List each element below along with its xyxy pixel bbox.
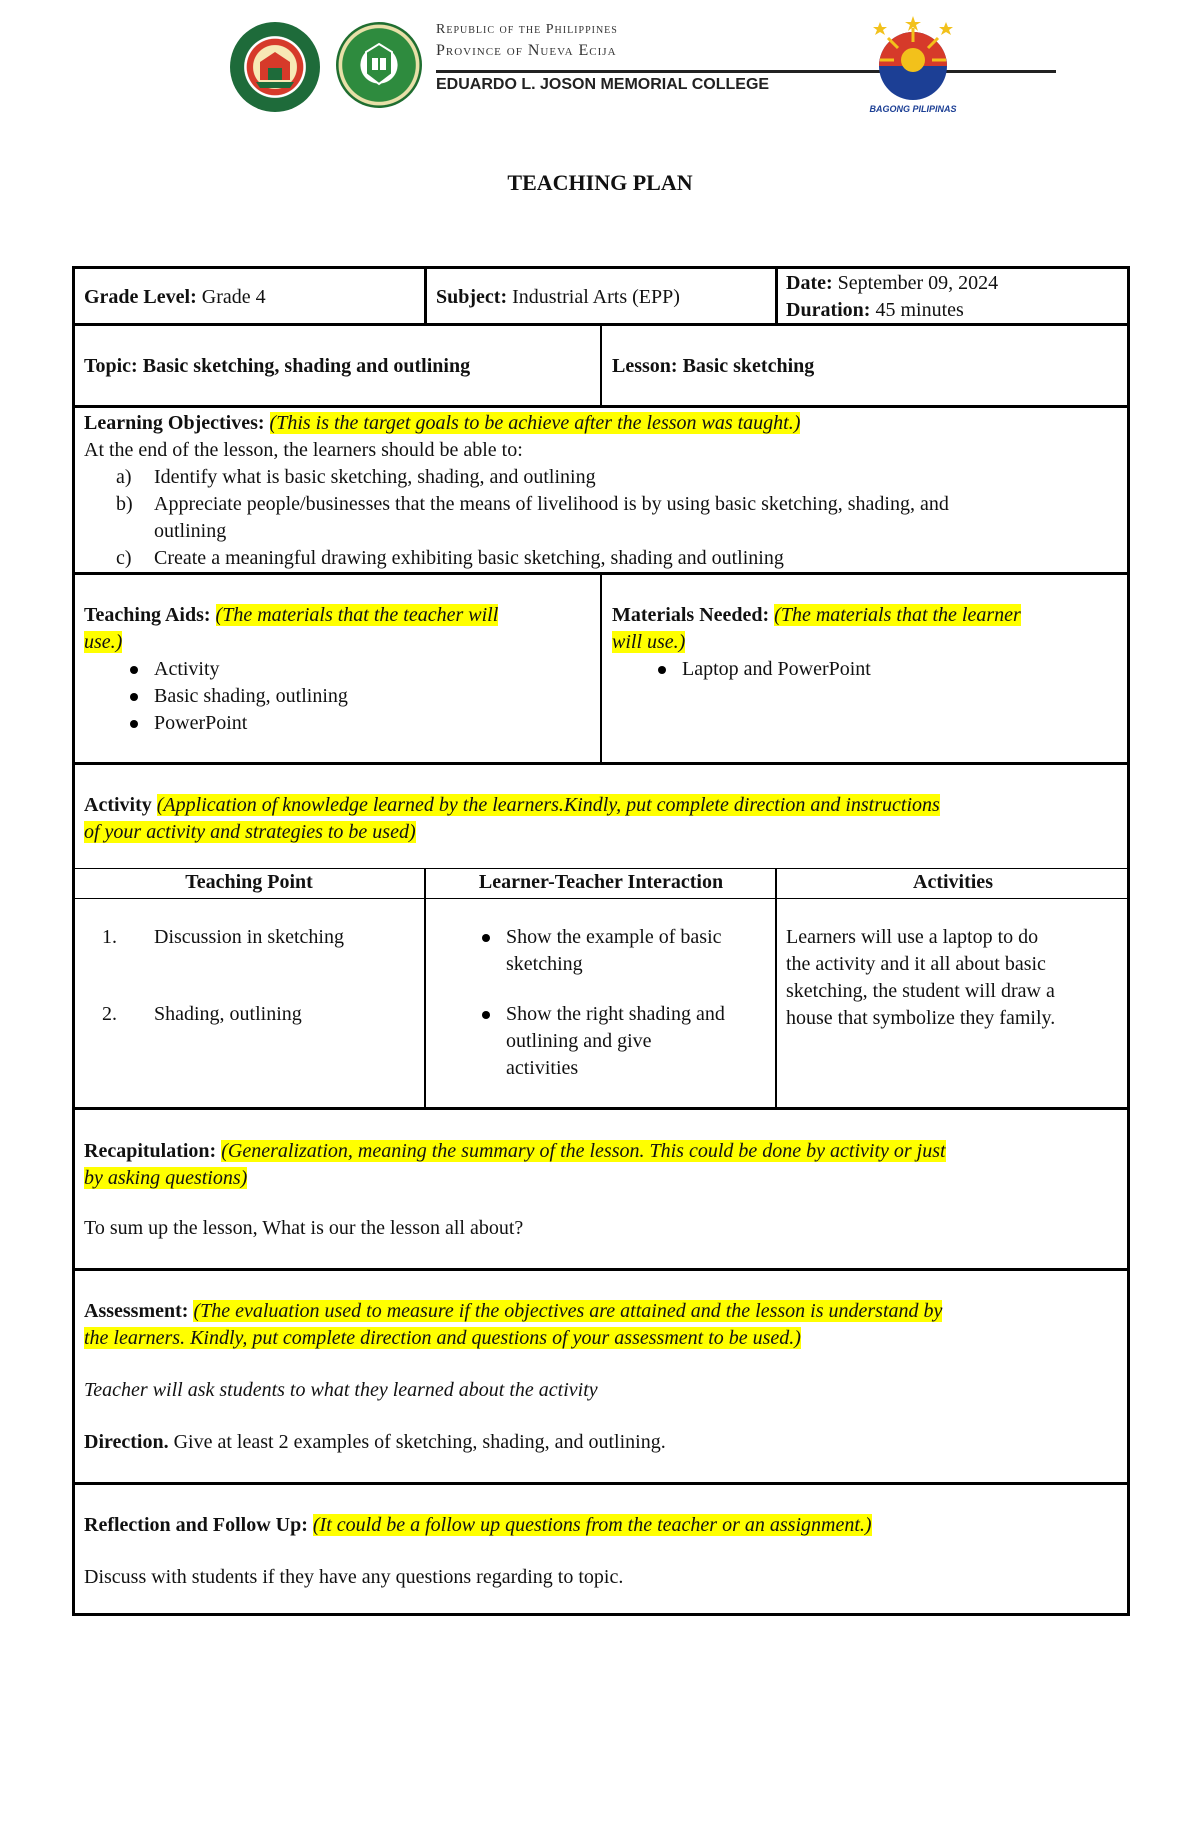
activity-heading	[84, 792, 1120, 846]
materials-note-cont: will use.)	[612, 631, 686, 653]
list-item: Basic shading, outlining	[84, 683, 594, 710]
duration-label: Duration:	[786, 299, 871, 321]
bullet-icon	[130, 693, 138, 701]
republic-text: Republic of the Philippines	[436, 22, 618, 37]
teaching-points	[84, 924, 420, 1028]
list-item: Laptop and PowerPoint	[612, 656, 1124, 683]
duration-value: 45 minutes	[875, 299, 964, 321]
direction-label: Direction.	[84, 1431, 169, 1453]
assessment-label: Assessment:	[84, 1300, 189, 1322]
assessment-note: (The evaluation used to measure if the objectives are attained and the lesson is understand by	[193, 1300, 943, 1322]
subject-label: Subject:	[436, 286, 508, 308]
province-text: Province of Nueva Ecija	[436, 42, 617, 59]
row-divider	[72, 1482, 1130, 1485]
teaching-aids-label: Teaching Aids:	[84, 604, 211, 626]
assessment-teacher-text: Teacher will ask students to what they learned about the activity	[84, 1379, 598, 1401]
college-seal-logo	[336, 22, 422, 108]
direction-text: Give at least 2 examples of sketching, shading, and outlining.	[173, 1431, 666, 1453]
list-item: 1. Discussion in sketching	[102, 926, 344, 948]
date-duration	[786, 270, 998, 324]
reflection-label: Reflection and Follow Up:	[84, 1514, 308, 1536]
row-divider	[72, 868, 1130, 869]
column-header-teaching-point: Teaching Point	[185, 871, 313, 893]
column-divider	[600, 575, 602, 763]
letterhead	[218, 8, 988, 118]
row-divider	[72, 1107, 1130, 1110]
row-divider	[72, 898, 1130, 899]
list-item: Show the example of basic sketching	[436, 924, 772, 978]
list-item: c) Create a meaningful drawing exhibiting basic sketching, shading and outlining	[116, 547, 784, 569]
date-value: September 09, 2024	[837, 272, 999, 294]
column-divider	[600, 326, 602, 406]
column-header-activities: Activities	[913, 871, 993, 893]
objectives-label: Learning Objectives:	[84, 412, 265, 434]
column-header-interaction: Learner-Teacher Interaction	[478, 871, 724, 893]
row-divider	[72, 1268, 1130, 1271]
teaching-aids	[84, 602, 594, 737]
bullet-icon	[482, 934, 490, 942]
bullet-icon	[130, 720, 138, 728]
subject	[436, 284, 680, 311]
reflection-note: (It could be a follow up questions from the teacher or an assignment.)	[312, 1514, 872, 1536]
objectives-note: (This is the target goals to be achieve after the lesson was taught.)	[269, 412, 801, 434]
column-divider	[424, 869, 426, 1107]
teaching-aids-list	[84, 656, 594, 737]
subject-value: Industrial Arts (EPP)	[512, 286, 680, 308]
materials-list	[612, 656, 1124, 683]
materials-note: (The materials that the learner	[774, 604, 1021, 626]
bagong-pilipinas-text: BAGONG PILIPINAS	[869, 104, 957, 114]
bullet-icon	[130, 666, 138, 674]
objectives-intro: At the end of the lesson, the learners should be able to:	[84, 439, 523, 461]
bullet-icon	[658, 666, 666, 674]
recap-note: (Generalization, meaning the summary of the lesson. This could be done by activity or just	[221, 1140, 946, 1162]
column-divider	[775, 869, 777, 1107]
list-item: a) Identify what is basic sketching, shading, and outlining	[116, 466, 596, 488]
topic	[84, 353, 470, 380]
lesson-value: Basic sketching	[682, 355, 815, 377]
assessment	[84, 1298, 1120, 1456]
objectives-list	[84, 464, 1120, 572]
column-divider	[424, 268, 427, 323]
topic-label: Topic:	[84, 355, 138, 377]
topic-value: Basic sketching, shading and outlining	[142, 355, 471, 377]
list-item: Show the right shading and outlining and give activities	[436, 1001, 772, 1082]
assessment-note-cont: the learners. Kindly, put complete direction and questions of your assessment to be used.)	[84, 1327, 801, 1349]
list-item: Activity	[84, 656, 594, 683]
materials-needed	[612, 602, 1124, 683]
activities-description: Learners will use a laptop to do the activity and it all about basic sketching, the student will draw a house that symbolize they family.	[786, 926, 1056, 1029]
recap-note-cont: by asking questions)	[84, 1167, 248, 1189]
recap-label: Recapitulation:	[84, 1140, 217, 1162]
teaching-aids-note-cont: use.)	[84, 631, 123, 653]
reflection-follow-up	[84, 1512, 1120, 1591]
bullet-icon	[482, 1011, 490, 1019]
teaching-aids-note: (The materials that the teacher will	[215, 604, 499, 626]
grade-level-label: Grade Level:	[84, 286, 197, 308]
nueva-ecija-seal-logo	[230, 22, 320, 112]
page-title: TEACHING PLAN	[507, 170, 693, 195]
list-item: 2. Shading, outlining	[102, 1003, 302, 1025]
materials-label: Materials Needed:	[612, 604, 770, 626]
learner-teacher-interactions	[436, 924, 772, 1082]
activity-note: (Application of knowledge learned by the learners.Kindly, put complete direction and instructions	[156, 794, 940, 816]
activity-note-cont: of your activity and strategies to be used)	[84, 821, 416, 843]
lesson	[612, 353, 814, 380]
recapitulation	[84, 1138, 1120, 1242]
list-item: PowerPoint	[84, 710, 594, 737]
grade-level-value: Grade 4	[201, 286, 266, 308]
reflection-text: Discuss with students if they have any questions regarding to topic.	[84, 1566, 624, 1588]
date-label: Date:	[786, 272, 833, 294]
column-divider	[775, 268, 778, 323]
learning-objectives	[84, 410, 1120, 572]
recap-text: To sum up the lesson, What is our the lesson all about?	[84, 1217, 524, 1239]
grade-level	[84, 284, 266, 311]
activity-label: Activity	[84, 794, 152, 816]
lesson-label: Lesson:	[612, 355, 678, 377]
bagong-pilipinas-logo	[858, 14, 968, 104]
list-item: b) Appreciate people/businesses that the means of livelihood is by using basic sketching, shading, and outlining	[116, 493, 949, 542]
college-name: EDUARDO L. JOSON MEMORIAL COLLEGE	[436, 76, 770, 93]
